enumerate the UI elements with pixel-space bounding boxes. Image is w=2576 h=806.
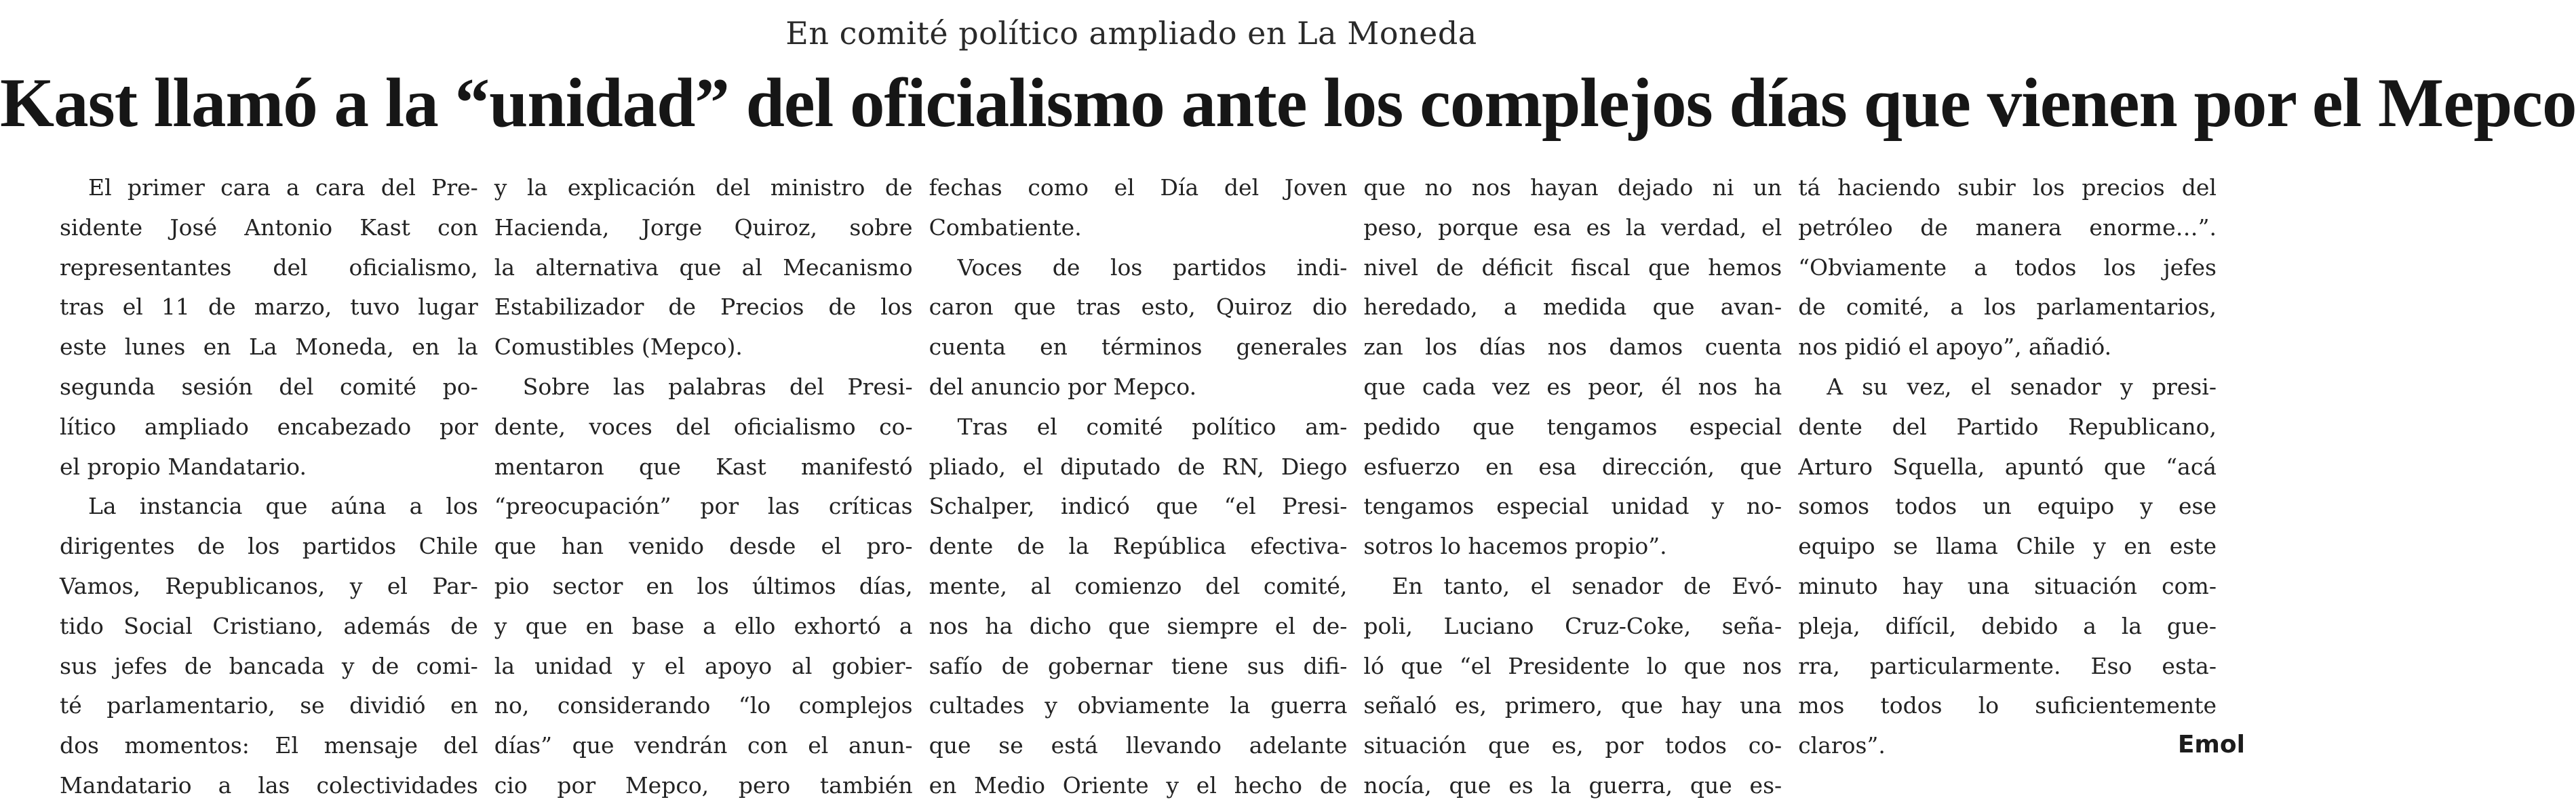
body-text-line: situación que es, por todos co- — [1363, 732, 1782, 759]
body-text-line: la alternativa que al Mecanismo — [494, 254, 913, 281]
body-text-line: nivel de déficit fiscal que hemos — [1363, 254, 1782, 281]
body-text-line: pleja, difícil, debido a la gue- — [1798, 612, 2217, 639]
body-text-line: Arturo Squella, apuntó que “acá — [1798, 453, 2217, 480]
article-signature: Emol — [2177, 731, 2245, 759]
body-text-line: mos todos lo suficientemente — [1798, 692, 2217, 719]
body-text-line: El primer cara a cara del Pre- — [88, 174, 478, 201]
body-text-line: lítico ampliado encabezado por — [60, 413, 478, 440]
body-text-line: Mandatario a las colectividades — [60, 771, 478, 799]
body-text-line: petróleo de manera enorme…”. — [1798, 214, 2217, 241]
body-text-line: tá haciendo subir los precios del — [1798, 174, 2217, 201]
body-text-line: días” que vendrán con el anun- — [494, 732, 913, 759]
body-text-line: En tanto, el senador de Evó- — [1392, 572, 1782, 599]
body-text-line: nocía, que es la guerra, que es- — [1363, 771, 1782, 799]
body-text-line: minuto hay una situación com- — [1798, 572, 2217, 599]
body-text-line: sidente José Antonio Kast con — [60, 214, 478, 241]
body-text-line: pedido que tengamos especial — [1363, 413, 1782, 440]
body-text-line: caron que tras esto, Quiroz dio — [929, 294, 1348, 321]
body-text-line: cio por Mepco, pero también — [494, 771, 913, 799]
body-text-line: safío de gobernar tiene sus difi- — [929, 652, 1348, 679]
body-text-line: y la explicación del ministro de — [494, 174, 913, 201]
article-column-5 — [1798, 168, 2217, 778]
body-text-line: tengamos especial unidad y no- — [1363, 493, 1782, 520]
body-text-line: somos todos un equipo y ese — [1798, 493, 2217, 520]
body-text-line: pio sector en los últimos días, — [494, 572, 913, 599]
body-text-line: no, considerando “lo complejos — [494, 692, 913, 719]
body-text-line: que se está llevando adelante — [929, 732, 1348, 759]
body-text-line: Tras el comité político am- — [957, 413, 1348, 440]
body-text-line: dente, voces del oficialismo co- — [494, 413, 913, 440]
body-text-line: sus jefes de bancada y de comi- — [60, 652, 478, 679]
body-text-line: ló que “el Presidente lo que nos — [1363, 652, 1782, 679]
body-text-line: Combatiente. — [929, 214, 1082, 241]
body-text-line: esfuerzo en esa dirección, que — [1363, 453, 1782, 480]
body-text-line: dos momentos: El mensaje del — [60, 732, 478, 759]
body-text-line: “preocupación” por las críticas — [494, 493, 913, 520]
body-text-line: y que en base a ello exhortó a — [494, 612, 913, 639]
body-text-line: La instancia que aúna a los — [88, 493, 478, 520]
body-text-line: la unidad y el apoyo al gobier- — [494, 652, 913, 679]
body-text-line: dente del Partido Republicano, — [1798, 413, 2217, 440]
body-text-line: en Medio Oriente y el hecho de — [929, 771, 1348, 799]
body-text-line: el propio Mandatario. — [60, 453, 307, 480]
body-text-line: señaló es, primero, que hay una — [1363, 692, 1782, 719]
body-text-line: cultades y obviamente la guerra — [929, 692, 1348, 719]
body-text-line: que no nos hayan dejado ni un — [1363, 174, 1782, 201]
article-kicker: En comité político ampliado en La Moneda — [785, 15, 1477, 52]
body-text-line: sotros lo hacemos propio”. — [1363, 533, 1667, 560]
body-text-line: Vamos, Republicanos, y el Par- — [60, 572, 478, 599]
body-text-line: pliado, el diputado de RN, Diego — [929, 453, 1348, 480]
body-text-line: que han venido desde el pro- — [494, 533, 913, 560]
body-text-line: este lunes en La Moneda, en la — [60, 334, 478, 361]
body-text-line: Hacienda, Jorge Quiroz, sobre — [494, 214, 913, 241]
body-text-line: “Obviamente a todos los jefes — [1798, 254, 2217, 281]
body-text-line: mentaron que Kast manifestó — [494, 453, 913, 480]
body-text-line: tras el 11 de marzo, tuvo lugar — [60, 294, 478, 321]
body-text-line: cuenta en términos generales — [929, 334, 1348, 361]
article-body — [60, 168, 2217, 799]
body-text-line: zan los días nos damos cuenta — [1363, 334, 1782, 361]
body-text-line: de comité, a los parlamentarios, — [1798, 294, 2217, 321]
body-text-line: Comustibles (Mepco). — [494, 334, 743, 361]
body-text-line: mente, al comienzo del comité, — [929, 572, 1348, 599]
article-column-1 — [60, 168, 478, 799]
body-text-line: Schalper, indicó que “el Presi- — [929, 493, 1348, 520]
body-text-line: representantes del oficialismo, — [60, 254, 478, 281]
body-text-line: Sobre las palabras del Presi- — [522, 373, 913, 400]
body-text-line: nos ha dicho que siempre el de- — [929, 612, 1348, 639]
body-text-line: Voces de los partidos indi- — [957, 254, 1348, 281]
body-text-line: que cada vez es peor, él nos ha — [1363, 373, 1782, 400]
body-text-line: té parlamentario, se dividió en — [60, 692, 478, 719]
article-column-4 — [1363, 168, 1782, 799]
body-text-line: nos pidió el apoyo”, añadió. — [1798, 334, 2112, 361]
body-text-line: dirigentes de los partidos Chile — [60, 533, 478, 560]
body-text-line: del anuncio por Mepco. — [929, 373, 1197, 400]
body-text-line: dente de la República efectiva- — [929, 533, 1348, 560]
article-column-3 — [929, 168, 1348, 799]
body-text-line: poli, Luciano Cruz-Coke, seña- — [1363, 612, 1782, 639]
body-text-line: Estabilizador de Precios de los — [494, 294, 913, 321]
body-text-line: rra, particularmente. Eso esta- — [1798, 652, 2217, 679]
body-text-line: peso, porque esa es la verdad, el — [1363, 214, 1782, 241]
body-text-line: equipo se llama Chile y en este — [1798, 533, 2217, 560]
body-text-line: segunda sesión del comité po- — [60, 373, 478, 400]
body-text-line: heredado, a medida que avan- — [1363, 294, 1782, 321]
body-text-line: A su vez, el senador y presi- — [1827, 373, 2217, 400]
body-text-line: fechas como el Día del Joven — [929, 174, 1348, 201]
article-headline: Kast llamó a la “unidad” del oficialismo ante los complejos días que vienen por el Mepco — [0, 64, 2576, 142]
article-column-2 — [494, 168, 913, 799]
body-text-line: tido Social Cristiano, además de — [60, 612, 478, 639]
body-text-line: claros”. — [1798, 732, 1886, 759]
